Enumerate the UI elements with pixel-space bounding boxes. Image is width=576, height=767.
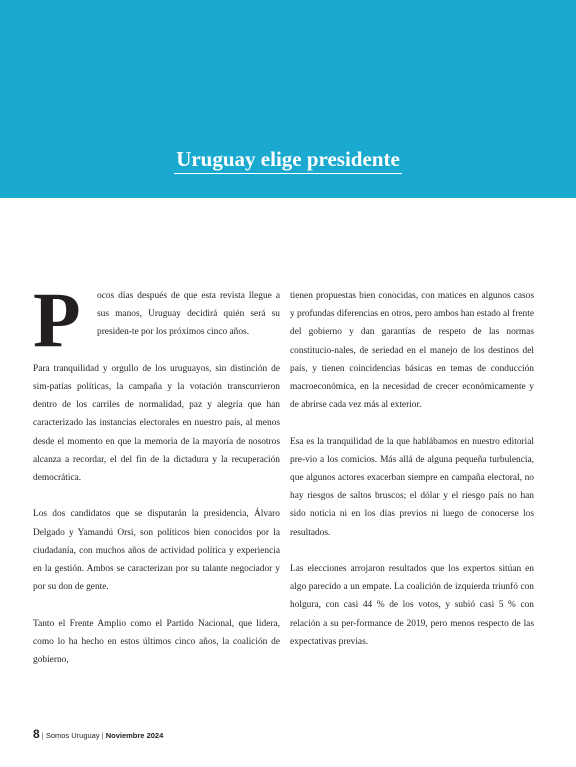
body-paragraph: Tanto el Frente Amplio como el Partido Nacional, que lidera, como lo ha hecho en estos últimos cinco años, la coalición de gobierno, [33,618,280,666]
body-paragraph: Los dos candidatos que se disputarán la presidencia, Álvaro Delgado y Yamandú Orsi, son políticos bien conocidos por la ciudadanía, con muchos años de actividad política y experiencia en la gestión. Ambos se caracterizan por su talante negociador y por su don de gente. [33,509,280,593]
body-paragraph: tienen propuestas bien conocidas, con matices en algunos casos y profundas diferencias en otros, pero ambos han estado al frente del gobierno y dan garantías de respeto de las normas constitucio-nales, de seriedad en el manejo de los destinos del país, y tienen coincidencias básicas en temas de conducción macroeconómica, en la necesidad de crecer económicamente y de abrirse cada vez más al exterior. [290,291,534,411]
footer-separator: | [39,731,46,740]
article-column-right [290,287,534,669]
article-title-text: Uruguay elige presidente [174,146,402,174]
lead-paragraph-text: ocos días después de que esta revista llegue a sus manos, Uruguay decidirá quién será su presiden-te por los próximos cinco años. [97,291,280,338]
issue-date: Noviembre 2024 [105,731,164,740]
body-paragraph: Para tranquilidad y orgullo de los uruguayos, sin distinción de sim-patías políticas, la campaña y la votación transcurrieron dentro de los carriles de normalidad, paz y alegría que han caracterizado las instancias electorales en nuestro país, al menos desde el momento en que la memoria de la mayoría de nosotros alcanza a recordar, el del fin de la dictadura y la recuperación democrática. [33,363,280,484]
header-banner [0,0,576,198]
drop-cap: P [33,276,81,363]
page-footer [33,728,163,742]
lead-paragraph [33,276,280,363]
publication-name: Somos Uruguay [45,731,100,740]
page-number: 8 [33,727,40,741]
body-paragraph: Las elecciones arrojaron resultados que los expertos sitúan en algo parecido a un empate. La coalición de izquierda triunfó con holgura, con casi 44 % de los votos, y subió casi 5 % con relación a su per-formance de 2019, pero menos respecto de las expectativas previas. [290,564,534,647]
article-column-left [33,276,280,687]
article-title [0,146,576,174]
footer-separator: | [99,731,106,740]
body-paragraph: Esa es la tranquilidad de la que hablábamos en nuestro editorial pre-vio a los comicios. Más allá de alguna pequeña turbulencia, que algunos actores exacerban siempre en campaña electoral, no hay riesgos de saltos bruscos; el dólar y el riesgo país no han sido noticia ni en los días previos ni luego de conocerse los resultados. [290,436,534,538]
